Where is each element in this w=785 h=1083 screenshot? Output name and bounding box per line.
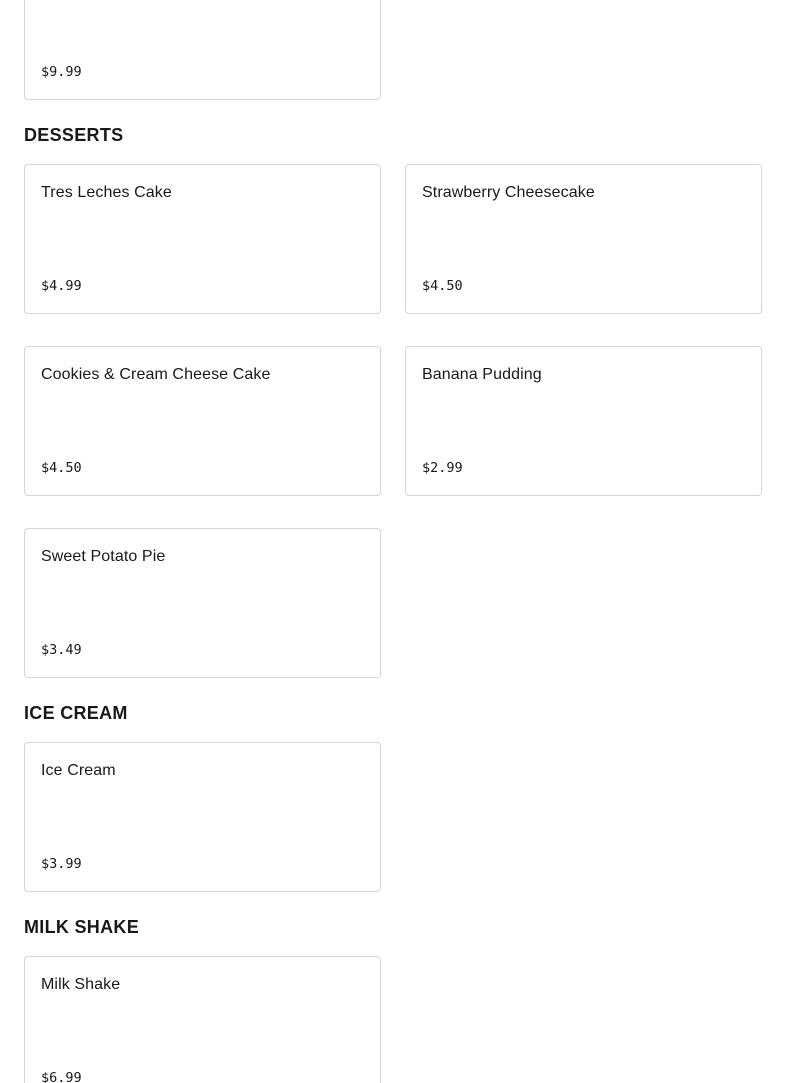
menu-item-price: $9.99 bbox=[41, 64, 82, 80]
menu-item-name: Sweet Potato Pie bbox=[41, 548, 166, 565]
menu-item-card[interactable] bbox=[24, 0, 381, 100]
menu-item-price: $2.99 bbox=[422, 460, 463, 476]
menu-item-name: Banana Pudding bbox=[422, 366, 542, 383]
menu-item-name: Cookies & Cream Cheese Cake bbox=[41, 366, 271, 383]
menu-item-card[interactable] bbox=[405, 346, 762, 496]
menu-item-price: $3.99 bbox=[41, 856, 82, 872]
menu-item-price: $4.99 bbox=[41, 278, 82, 294]
menu-item-card[interactable] bbox=[24, 164, 381, 314]
menu-item-name: Ice Cream bbox=[41, 762, 116, 779]
menu-item-card[interactable] bbox=[24, 742, 381, 892]
section-title-desserts: DESSERTS bbox=[24, 125, 124, 145]
section-title-milk-shake: MILK SHAKE bbox=[24, 917, 139, 937]
menu-item-name: Tres Leches Cake bbox=[41, 184, 172, 201]
menu-item-name: Milk Shake bbox=[41, 976, 121, 993]
menu-item-price: $4.50 bbox=[41, 460, 82, 476]
menu-item-price: $6.99 bbox=[41, 1070, 82, 1083]
menu-item-card[interactable] bbox=[24, 528, 381, 678]
menu-item-card[interactable] bbox=[24, 346, 381, 496]
section-title-ice-cream: ICE CREAM bbox=[24, 703, 128, 723]
menu-item-price: $3.49 bbox=[41, 642, 82, 658]
menu-item-card[interactable] bbox=[24, 956, 381, 1083]
menu-item-card[interactable] bbox=[405, 164, 762, 314]
menu-item-price: $4.50 bbox=[422, 278, 463, 294]
menu-item-name: Strawberry Cheesecake bbox=[422, 184, 595, 201]
